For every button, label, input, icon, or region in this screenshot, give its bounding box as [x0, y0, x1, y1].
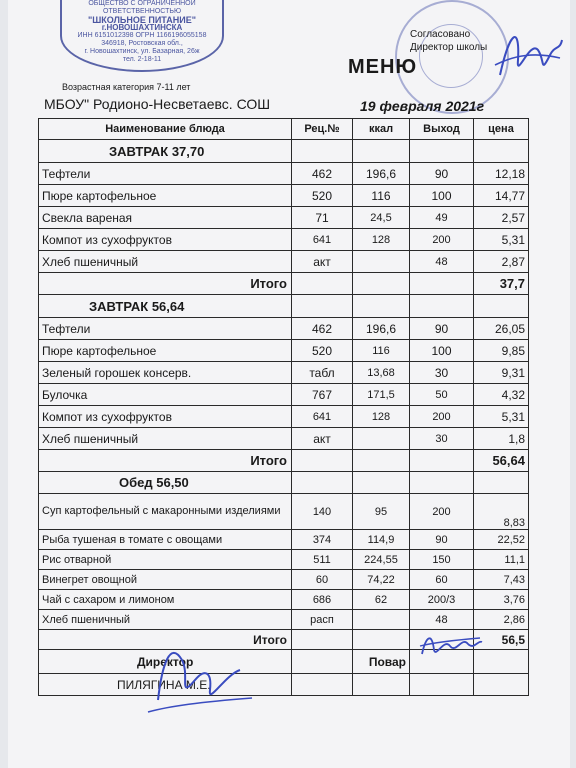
table-row [39, 550, 529, 570]
table-row [39, 207, 529, 229]
director-signature-top [490, 20, 566, 90]
price: 22,52 [474, 530, 529, 550]
kcal: 24,5 [353, 207, 410, 229]
kcal: 74,22 [353, 570, 410, 590]
section-title: ЗАВТРАК 56,64 [39, 295, 292, 318]
stamp-line: ИНН 6151012398 ОГРН 1166196055158 [77, 32, 207, 39]
total-label: Итого [39, 450, 292, 472]
price: 5,31 [474, 406, 529, 428]
total-row [39, 273, 529, 295]
total-value: 56,64 [474, 450, 529, 472]
output: 90 [410, 318, 474, 340]
dish-name: Булочка [39, 384, 292, 406]
recipe-no: 60 [292, 570, 353, 590]
cook-signature [416, 628, 486, 662]
kcal: 171,5 [353, 384, 410, 406]
recipe-no: табл [292, 362, 353, 384]
output: 100 [410, 185, 474, 207]
price: 14,77 [474, 185, 529, 207]
price: 3,76 [474, 590, 529, 610]
table-row [39, 229, 529, 251]
director-label: Директор [39, 650, 292, 674]
dish-name: Свекла вареная [39, 207, 292, 229]
kcal: 128 [353, 229, 410, 251]
table-row [39, 340, 529, 362]
company-stamp [60, 0, 224, 72]
output: 100 [410, 340, 474, 362]
output: 90 [410, 163, 474, 185]
table-row [39, 318, 529, 340]
table-row [39, 590, 529, 610]
total-row [39, 450, 529, 472]
table-row [39, 406, 529, 428]
dish-name: Хлеб пшеничный [39, 610, 292, 630]
total-label: Итого [39, 630, 292, 650]
kcal: 128 [353, 406, 410, 428]
stamp-line: г. Новошахтинск, ул. Базарная, 26ж [84, 48, 200, 55]
total-value: 37,7 [474, 273, 529, 295]
kcal: 224,55 [353, 550, 410, 570]
recipe-no: 462 [292, 318, 353, 340]
output: 200 [410, 229, 474, 251]
price: 2,86 [474, 610, 529, 630]
price: 9,31 [474, 362, 529, 384]
dish-name: Тефтели [39, 163, 292, 185]
output: 150 [410, 550, 474, 570]
director-signature-bottom [140, 630, 260, 720]
stamp-line: тел. 2-18-11 [122, 56, 162, 63]
col-header-price: цена [474, 119, 529, 140]
output: 30 [410, 428, 474, 450]
price: 9,85 [474, 340, 529, 362]
output: 200/3 [410, 590, 474, 610]
approval-director: Директор школы [410, 42, 488, 53]
kcal [353, 428, 410, 450]
kcal: 62 [353, 590, 410, 610]
stamp-line: 346918, Ростовская обл., [101, 40, 183, 47]
recipe-no: расп [292, 610, 353, 630]
kcal [353, 610, 410, 630]
table-row [39, 362, 529, 384]
section-row [39, 472, 529, 494]
director-name: ПИЛЯГИНА М.Е. [39, 674, 292, 696]
kcal: 13,68 [353, 362, 410, 384]
recipe-no: акт [292, 251, 353, 273]
table-row [39, 428, 529, 450]
output: 30 [410, 362, 474, 384]
col-header-name: Наименование блюда [39, 119, 292, 140]
school-name: МБОУ" Родионо-Несветаевс. СОШ [44, 96, 271, 112]
recipe-no: 520 [292, 340, 353, 362]
dish-name: Хлеб пшеничный [39, 251, 292, 273]
recipe-no: 462 [292, 163, 353, 185]
dish-name: Компот из сухофруктов [39, 406, 292, 428]
dish-name: Суп картофельный с макаронными изделиями [39, 494, 292, 530]
recipe-no: 140 [292, 494, 353, 530]
price: 1,8 [474, 428, 529, 450]
kcal: 116 [353, 185, 410, 207]
col-header-kcal: ккал [353, 119, 410, 140]
stamp-line: "ШКОЛЬНОЕ ПИТАНИЕ" [88, 15, 196, 25]
recipe-no: 767 [292, 384, 353, 406]
recipe-no: 686 [292, 590, 353, 610]
section-row [39, 140, 529, 163]
menu-table [38, 118, 529, 696]
col-header-recipe: Рец.№ [292, 119, 353, 140]
kcal: 196,6 [353, 318, 410, 340]
output: 90 [410, 530, 474, 550]
dish-name: Зеленый горошек консерв. [39, 362, 292, 384]
table-row [39, 494, 529, 530]
output: 50 [410, 384, 474, 406]
price: 2,87 [474, 251, 529, 273]
table-row [39, 384, 529, 406]
table-header-row [39, 119, 529, 140]
recipe-no: 641 [292, 229, 353, 251]
recipe-no: акт [292, 428, 353, 450]
approval-agreed: Согласовано [410, 29, 471, 40]
output: 200 [410, 494, 474, 530]
table-row [39, 570, 529, 590]
recipe-no: 520 [292, 185, 353, 207]
output: 60 [410, 570, 474, 590]
table-row [39, 610, 529, 630]
price: 5,31 [474, 229, 529, 251]
kcal: 196,6 [353, 163, 410, 185]
dish-name: Пюре картофельное [39, 185, 292, 207]
table-row [39, 530, 529, 550]
director-name-row [39, 674, 529, 696]
stamp-line: г.НОВОШАХТИНСКА [101, 23, 183, 32]
output: 49 [410, 207, 474, 229]
recipe-no: 374 [292, 530, 353, 550]
age-category: Возрастная категория 7-11 лет [62, 82, 191, 92]
dish-name: Тефтели [39, 318, 292, 340]
dish-name: Винегрет овощной [39, 570, 292, 590]
page-title: МЕНЮ [348, 56, 418, 78]
col-header-output: Выход [410, 119, 474, 140]
recipe-no: 71 [292, 207, 353, 229]
table-row [39, 251, 529, 273]
price: 11,1 [474, 550, 529, 570]
table-row [39, 185, 529, 207]
dish-name: Рыба тушеная в томате с овощами [39, 530, 292, 550]
stamp-line: ОБЩЕСТВО С ОГРАНИЧЕННОЙ [88, 0, 196, 7]
stamp-line: ОТВЕТСТВЕННОСТЬЮ [102, 8, 182, 15]
menu-date: 19 февраля 2021г [360, 98, 485, 114]
kcal: 114,9 [353, 530, 410, 550]
price: 26,05 [474, 318, 529, 340]
dish-name: Компот из сухофруктов [39, 229, 292, 251]
kcal [353, 251, 410, 273]
price: 2,57 [474, 207, 529, 229]
price: 7,43 [474, 570, 529, 590]
dish-name: Пюре картофельное [39, 340, 292, 362]
kcal: 116 [353, 340, 410, 362]
price: 8,83 [474, 494, 529, 530]
recipe-no: 511 [292, 550, 353, 570]
recipe-no: 641 [292, 406, 353, 428]
price: 12,18 [474, 163, 529, 185]
output: 48 [410, 610, 474, 630]
total-label: Итого [39, 273, 292, 295]
approval-block [410, 28, 487, 54]
price: 4,32 [474, 384, 529, 406]
total-value: 56,5 [474, 630, 529, 650]
section-title: Обед 56,50 [39, 472, 292, 494]
section-title: ЗАВТРАК 37,70 [39, 140, 292, 163]
section-row [39, 295, 529, 318]
cook-label: Повар [353, 650, 410, 674]
dish-name: Чай с сахаром и лимоном [39, 590, 292, 610]
output: 48 [410, 251, 474, 273]
output: 200 [410, 406, 474, 428]
table-row [39, 163, 529, 185]
dish-name: Хлеб пшеничный [39, 428, 292, 450]
kcal: 95 [353, 494, 410, 530]
dish-name: Рис отварной [39, 550, 292, 570]
